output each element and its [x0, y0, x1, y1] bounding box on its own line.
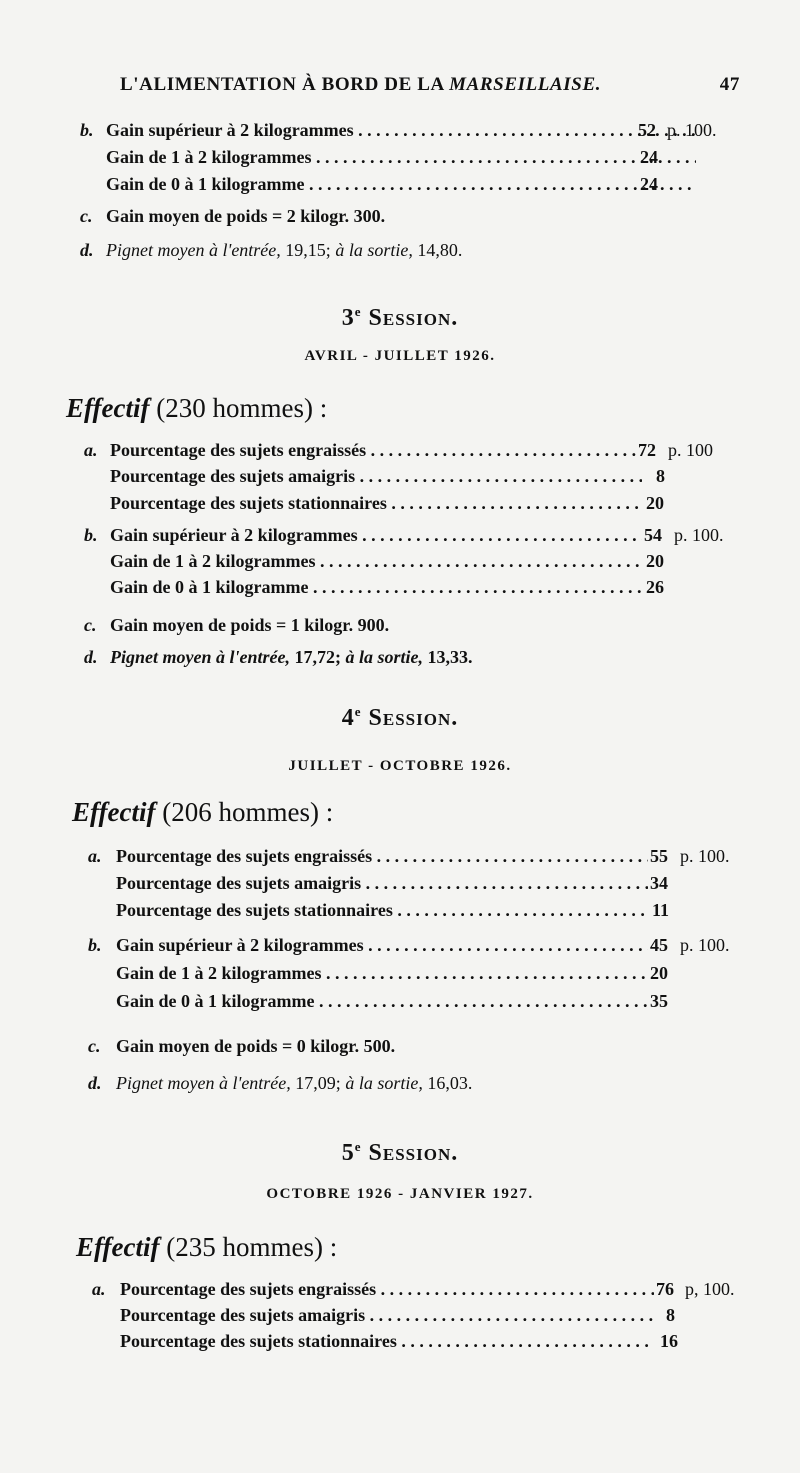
item-value: 52	[638, 120, 656, 140]
list-item	[84, 463, 760, 489]
effectif-count: (230 hommes) :	[156, 393, 328, 423]
item-value: 45	[650, 935, 668, 955]
item-label: Pourcentage des sujets engraissés . . .	[120, 1276, 654, 1302]
pignet-entry-label: Pignet moyen à l'entrée,	[110, 647, 290, 667]
item-text: Gain moyen de poids = 2 kilogr. 300.	[106, 206, 386, 226]
session-number-sup: e	[354, 304, 362, 319]
list-item	[92, 1276, 760, 1302]
item-value: 55	[650, 846, 668, 866]
session-dates: JUILLET - OCTOBRE 1926.	[288, 758, 512, 774]
effectif-label: Effectif	[72, 797, 156, 827]
pignet-exit-value: 14,80.	[417, 240, 463, 260]
effectif-label: Effectif	[76, 1232, 160, 1262]
running-header	[120, 74, 740, 102]
item-label: Pourcentage des sujets engraissés . . .	[110, 437, 642, 463]
list-item	[84, 490, 760, 516]
item-label: Gain de 1 à 2 kilogrammes . . .	[110, 548, 642, 574]
item-letter: c.	[80, 206, 93, 226]
item-value: 24	[640, 174, 658, 194]
item-letter: a.	[88, 846, 102, 866]
pignet-exit-label: à la sortie,	[345, 647, 423, 667]
pignet-entry-label: Pignet moyen à l'entrée,	[116, 1073, 291, 1093]
item-text: Gain moyen de poids = 0 kilogr. 500.	[116, 1036, 396, 1056]
session-number-sup: e	[354, 1139, 362, 1154]
list-item	[84, 522, 760, 548]
item-unit: p. 100.	[680, 846, 730, 866]
item-label: Gain de 0 à 1 kilogramme . . .	[110, 574, 642, 600]
item-unit: p. 100.	[674, 525, 724, 545]
pignet-exit-value: 13,33.	[427, 647, 473, 667]
item-label: Pourcentage des sujets amaigris . . .	[116, 870, 648, 896]
item-label: Pourcentage des sujets amaigris . . .	[120, 1302, 654, 1328]
session-word: Session.	[368, 705, 459, 731]
effectif-line	[76, 1232, 337, 1263]
header-title	[120, 74, 601, 96]
item-value: 20	[650, 963, 668, 983]
list-item	[88, 960, 760, 986]
pignet-exit-label: à la sortie,	[345, 1073, 423, 1093]
item-label: Gain de 0 à 1 kilogramme . . .	[116, 988, 648, 1014]
list-item	[80, 171, 760, 197]
session-dates: AVRIL - JUILLET 1926.	[304, 348, 496, 364]
effectif-label: Effectif	[66, 393, 150, 423]
list-item	[84, 548, 760, 574]
session-number-sup: e	[354, 704, 362, 719]
list-item	[80, 117, 760, 143]
effectif-count: (206 hommes) :	[162, 797, 334, 827]
item-label: Pourcentage des sujets stationnaires . . .	[120, 1328, 654, 1354]
list-item	[80, 144, 760, 170]
item-unit: p, 100.	[685, 1279, 735, 1299]
item-label: Pourcentage des sujets amaigris . . .	[110, 463, 642, 489]
list-item	[84, 437, 760, 463]
item-letter: b.	[84, 525, 98, 545]
item-letter: c.	[84, 615, 97, 635]
session-word: Session.	[368, 1140, 459, 1166]
item-letter: a.	[92, 1279, 106, 1299]
item-value: 20	[646, 551, 664, 571]
item-letter: d.	[80, 240, 94, 260]
pignet-entry-value: 17,72;	[294, 647, 341, 667]
item-value: 34	[650, 873, 668, 893]
list-item	[88, 932, 760, 958]
item-letter: b.	[80, 120, 94, 140]
list-item	[88, 897, 760, 923]
item-value: 8	[656, 466, 665, 486]
list-item	[88, 843, 760, 869]
item-value: 54	[644, 525, 662, 545]
page-number: 47	[719, 74, 740, 95]
item-letter: b.	[88, 935, 102, 955]
item-letter: d.	[88, 1073, 102, 1093]
pignet-exit-label: à la sortie,	[335, 240, 413, 260]
pignet-exit-value: 16,03.	[427, 1073, 473, 1093]
list-item	[88, 870, 760, 896]
item-unit: p. 100	[668, 440, 713, 460]
list-item	[84, 574, 760, 600]
item-value: 26	[646, 577, 664, 597]
pignet-entry-value: 17,09;	[295, 1073, 341, 1093]
item-label: Gain de 0 à 1 kilogramme . . .	[106, 171, 696, 197]
item-letter: d.	[84, 647, 98, 667]
item-label: Gain de 1 à 2 kilogrammes . . .	[106, 144, 696, 170]
item-text: Gain moyen de poids = 1 kilogr. 900.	[110, 615, 390, 635]
item-value: 72	[638, 440, 656, 460]
item-label: Pourcentage des sujets stationnaires . . .	[110, 490, 642, 516]
session-number: 4	[341, 705, 355, 731]
item-value: 8	[666, 1305, 675, 1325]
item-value: 11	[652, 900, 670, 920]
pignet-entry-label: Pignet moyen à l'entrée,	[106, 240, 281, 260]
item-letter: a.	[84, 440, 98, 460]
item-value: 76	[656, 1279, 674, 1299]
header-title-ship: MARSEILLAISE.	[449, 74, 602, 95]
item-unit: p. 100.	[680, 935, 730, 955]
item-label: Gain de 1 à 2 kilogrammes . . .	[116, 960, 648, 986]
header-title-prefix: L'ALIMENTATION À BORD DE LA	[120, 74, 450, 95]
item-letter: c.	[88, 1036, 101, 1056]
session-title	[0, 704, 800, 732]
session-dates: OCTOBRE 1926 - JANVIER 1927.	[266, 1186, 534, 1202]
item-value: 35	[650, 991, 668, 1011]
pignet-entry-value: 19,15;	[285, 240, 331, 260]
item-value: 20	[646, 493, 664, 513]
item-label: Gain supérieur à 2 kilogrammes . . .	[116, 932, 648, 958]
effectif-line	[66, 393, 327, 424]
effectif-count: (235 hommes) :	[166, 1232, 338, 1262]
item-label: Gain supérieur à 2 kilogrammes . . .	[106, 117, 696, 143]
session-word: Session.	[368, 305, 459, 331]
item-label: Pourcentage des sujets engraissés . . .	[116, 843, 648, 869]
list-item	[88, 988, 760, 1014]
session-number: 3	[341, 305, 355, 331]
item-unit: p. 100.	[667, 120, 717, 140]
item-label: Gain supérieur à 2 kilogrammes . . .	[110, 522, 642, 548]
item-label: Pourcentage des sujets stationnaires . . .	[116, 897, 648, 923]
item-value: 24	[640, 147, 658, 167]
effectif-line	[72, 797, 333, 828]
list-item	[92, 1328, 760, 1354]
session-number: 5	[341, 1140, 355, 1166]
session-title	[0, 304, 800, 332]
list-item	[92, 1302, 760, 1328]
item-value: 16	[660, 1331, 678, 1351]
session-title	[0, 1139, 800, 1167]
